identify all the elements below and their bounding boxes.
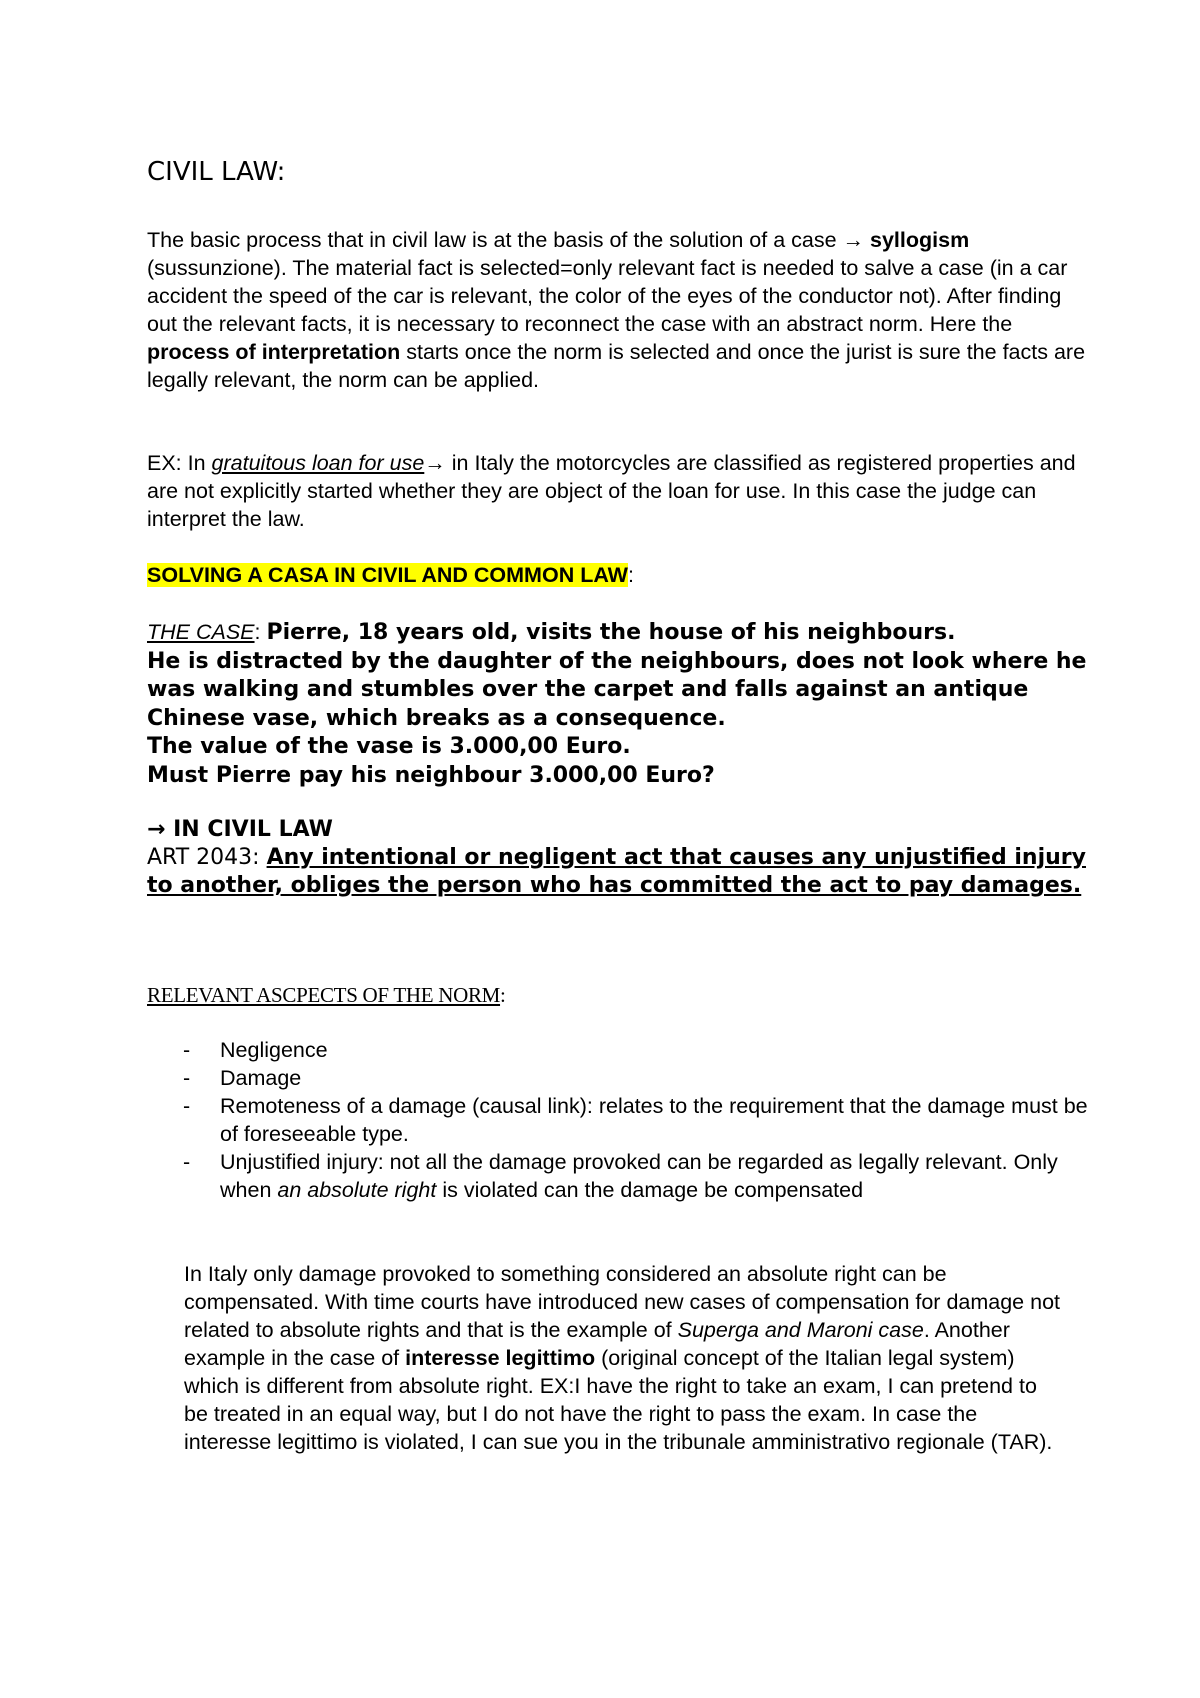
- section-heading-solving-case: [147, 561, 634, 589]
- text: in Italy the motorcycles are classified as registered properties and are not explicitly started whether they are object of the loan for use. In this case the judge can interpret the law.: [147, 451, 1076, 531]
- list-item-text: Unjustified injury: not all the damage provoked can be regarded as legally relevant. Only when: [220, 1150, 1058, 1202]
- text: (sussunzione). The material fact is selected=only relevant fact is needed to salve a case (in a car accident the speed of the car is relevant, the color of the eyes of the conductor not). After finding out the relevant facts, it is necessary to reconnect the case with an abstract norm. Here the: [147, 256, 1068, 336]
- highlighted-heading: SOLVING A CASA IN CIVIL AND COMMON LAW: [147, 563, 628, 587]
- article-number: ART 2043:: [147, 845, 267, 870]
- dash-bullet: -: [183, 1038, 191, 1062]
- dash-bullet: -: [183, 1066, 191, 1090]
- bold-term: interesse legittimo: [405, 1346, 596, 1370]
- aspects-list: [147, 1036, 1097, 1204]
- list-item-text: Negligence: [220, 1038, 328, 1062]
- case-line: He is distracted by the daughter of the neighbours, does not look where he was walking and stumbles over the carpet and falls against an antique Chinese vase, which breaks as a consequence.: [147, 648, 1087, 731]
- text: EX: In: [147, 451, 212, 475]
- list-item: [147, 1064, 1097, 1092]
- dash-bullet: -: [183, 1094, 191, 1118]
- paragraph-italy-damage: [184, 1260, 1064, 1456]
- list-item-text: Damage: [220, 1066, 302, 1090]
- case-line: Must Pierre pay his neighbour 3.000,00 Euro?: [147, 762, 715, 788]
- text: starts once the norm is selected and once the jurist is sure the facts are legally relevant, the norm can be applied.: [147, 340, 1086, 392]
- aspects-heading: [147, 983, 506, 1008]
- dash-bullet: -: [183, 1150, 191, 1174]
- case-label: THE CASE: [147, 620, 255, 644]
- article-text: Any intentional or negligent act that causes any unjustified injury to another, obliges the person who has committed the act to pay damages.: [147, 845, 1086, 898]
- text: :: [627, 563, 634, 587]
- page-title: CIVIL LAW:: [147, 157, 286, 187]
- case-line: The value of the vase is 3.000,00 Euro.: [147, 734, 631, 759]
- text: (original concept of the Italian legal system) which is different from absolute right. EX:I have the right to take an exam, I can pretend to be treated in an equal way, but I do not have the right to pass the exam. In case the interesse legittimo is violated, I can sue you in the tribunale amministrativo regionale (TAR).: [184, 1346, 1053, 1454]
- civil-law-heading: → IN CIVIL LAW: [147, 817, 333, 842]
- paragraph-syllogism: [147, 226, 1097, 394]
- paragraph-example: [147, 449, 1097, 533]
- list-item: [147, 1092, 1097, 1148]
- text: :: [254, 620, 267, 644]
- bold-term: syllogism: [870, 228, 970, 252]
- list-item: [147, 1036, 1097, 1064]
- arrow-icon: →: [842, 228, 865, 252]
- italic-term: Superga and Maroni case: [677, 1318, 924, 1342]
- text: . Another example in the case of: [184, 1318, 1010, 1370]
- list-item: [147, 1148, 1097, 1204]
- list-item-text: is violated can the damage be compensated: [436, 1178, 864, 1202]
- case-line: Pierre, 18 years old, visits the house of his neighbours.: [266, 620, 956, 645]
- civil-law-section: [147, 816, 1107, 900]
- bold-term: process of interpretation: [147, 340, 401, 364]
- text: In Italy only damage provoked to something considered an absolute right can be compensated. With time courts have introduced new cases of compensation for damage not related to absolute rights and that is the example of: [184, 1262, 1060, 1342]
- list-item-text: Remoteness of a damage (causal link): relates to the requirement that the damage must be of foreseeable type.: [220, 1094, 1088, 1146]
- text: :: [500, 983, 506, 1007]
- italic-underlined-term: gratuitous loan for use: [211, 451, 425, 475]
- text: The basic process that in civil law is at the basis of the solution of a case: [147, 228, 843, 252]
- text: RELEVANT ASCPECTS OF THE NORM: [147, 983, 501, 1007]
- italic-term: an absolute right: [277, 1178, 437, 1202]
- arrow-icon: →: [424, 451, 446, 475]
- case-description: [147, 618, 1107, 790]
